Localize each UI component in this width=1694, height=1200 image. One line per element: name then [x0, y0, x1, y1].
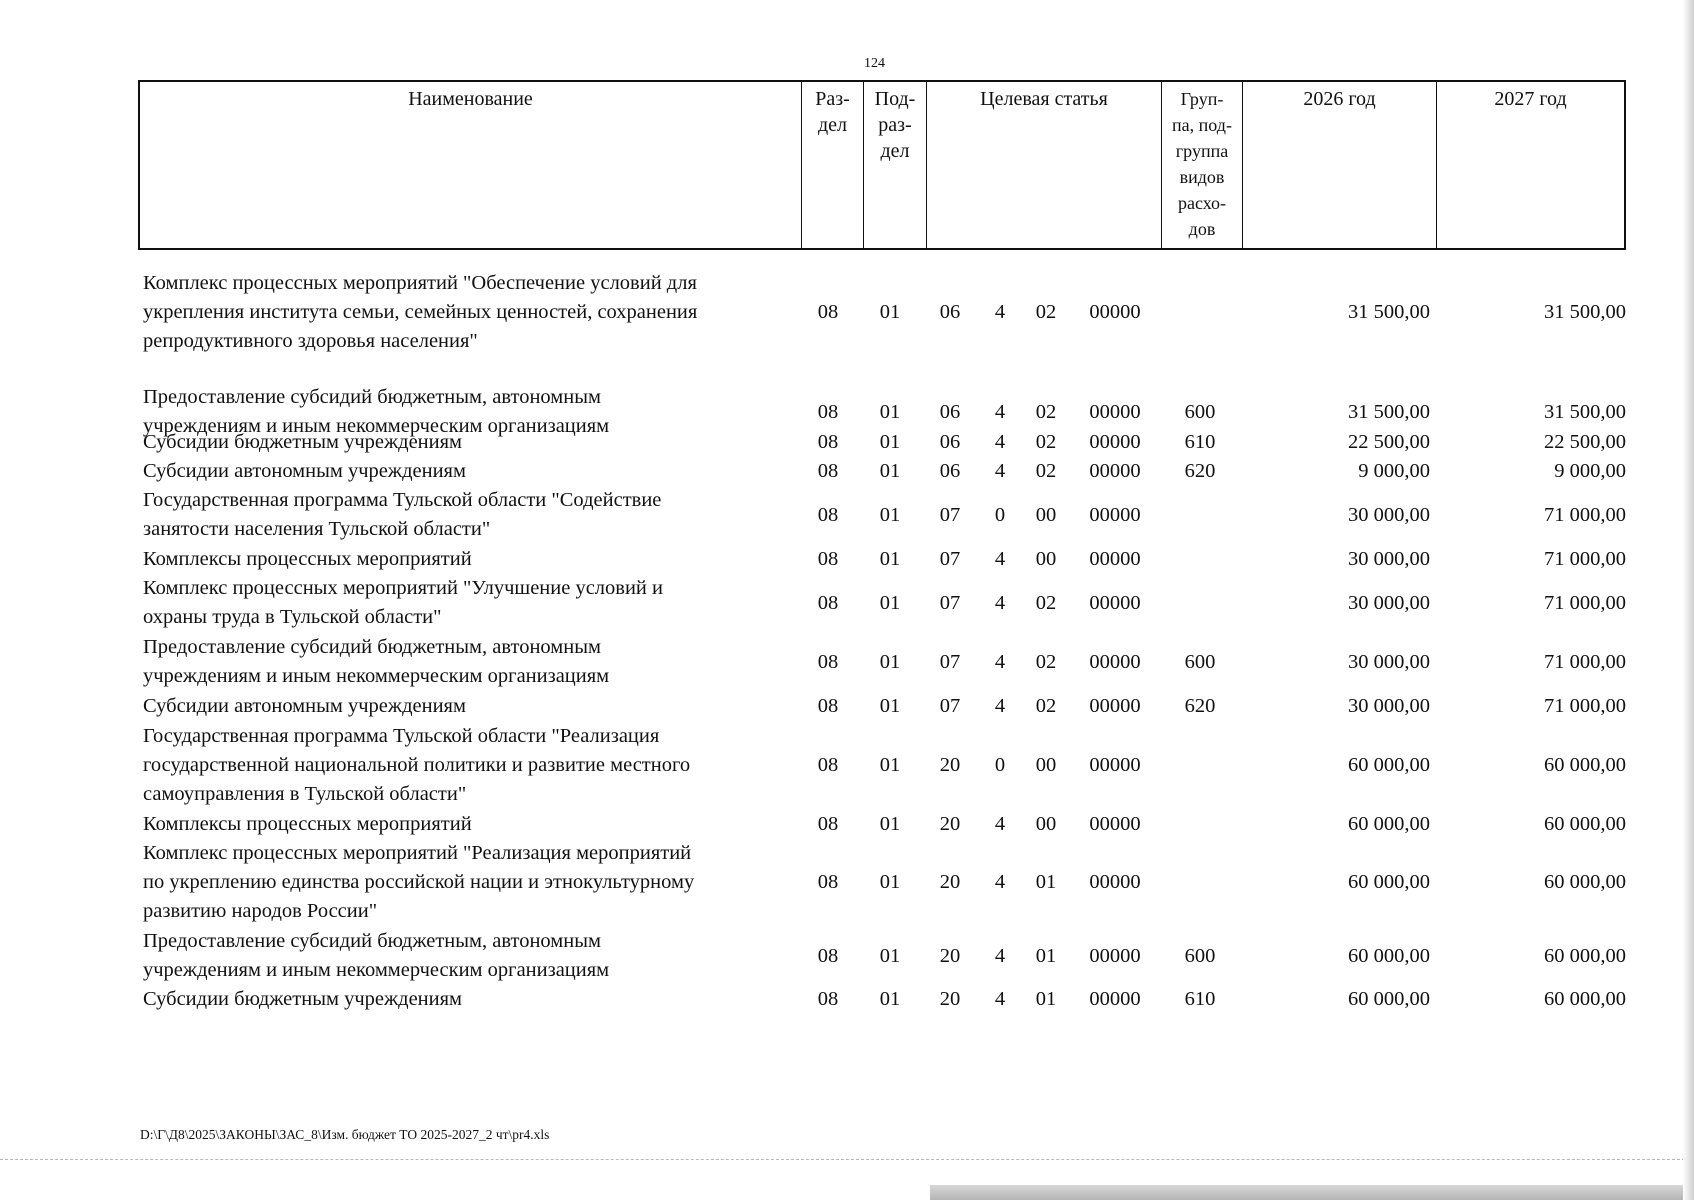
- cell-t1: 20: [939, 754, 961, 776]
- scan-shadow-right: [1683, 0, 1694, 1200]
- cell-t4: 00000: [1089, 754, 1141, 776]
- cell-t2: 4: [994, 695, 1006, 717]
- header-year-2027: 2027 год: [1494, 88, 1567, 110]
- table-header: [138, 80, 1626, 250]
- cell-y2027: 71 000,00: [1544, 650, 1626, 673]
- cell-rz: 08: [817, 944, 839, 967]
- cell-y2027: 60 000,00: [1544, 944, 1626, 967]
- cell-rz: 08: [817, 754, 839, 776]
- cell-y2026: 60 000,00: [1348, 944, 1430, 967]
- cell-y2027: 60 000,00: [1544, 871, 1626, 893]
- cell-t1: 06: [939, 400, 961, 423]
- header-razdel: Раз- дел: [802, 82, 864, 248]
- cell-t2: 4: [994, 591, 1006, 614]
- cell-rz: 08: [817, 548, 839, 570]
- cell-y2026: 9 000,00: [1358, 460, 1430, 482]
- cell-vr: 610: [1184, 431, 1216, 453]
- cell-y2026: 30 000,00: [1348, 650, 1430, 673]
- cell-t2: 4: [994, 301, 1006, 323]
- row-name: Субсидии бюджетным учреждениям: [143, 988, 463, 1010]
- row-name: Субсидии бюджетным учреждениям: [143, 431, 463, 453]
- page-number: 124: [864, 56, 885, 71]
- cell-rz: 08: [817, 460, 839, 482]
- cell-t1: 20: [939, 944, 961, 967]
- cell-t4: 00000: [1089, 400, 1141, 423]
- cell-t2: 4: [994, 548, 1006, 570]
- cell-pr: 01: [879, 503, 901, 526]
- cell-rz: 08: [817, 503, 839, 526]
- cell-t1: 07: [939, 503, 961, 526]
- cell-t3: 02: [1035, 400, 1057, 423]
- row-name: Комплекс процессных мероприятий "Реализация мероприятий по укреплению единства российской нации и этнокультурному развитию народов России": [143, 842, 695, 922]
- cell-t1: 07: [939, 591, 961, 614]
- row-name: Предоставление субсидий бюджетным, автономным учреждениям и иным некоммерческим организациям: [143, 386, 610, 437]
- row-name: Государственная программа Тульской области "Реализация государственной национальной политики и развитие местного самоуправления в Тульской области": [143, 725, 691, 805]
- cell-y2026: 31 500,00: [1348, 400, 1430, 423]
- cell-t4: 00000: [1089, 301, 1141, 323]
- table-row: [0, 633, 1694, 691]
- cell-y2027: 60 000,00: [1544, 813, 1626, 835]
- cell-rz: 08: [817, 591, 839, 614]
- cell-pr: 01: [879, 754, 901, 776]
- cell-vr: 600: [1184, 400, 1216, 423]
- cell-t3: 02: [1035, 460, 1057, 482]
- table-row: [0, 269, 1694, 356]
- cell-y2026: 30 000,00: [1348, 503, 1430, 526]
- cell-t4: 00000: [1089, 431, 1141, 453]
- cell-t3: 02: [1035, 301, 1057, 323]
- row-name: Комплексы процессных мероприятий: [143, 813, 472, 835]
- table-row: [0, 722, 1694, 809]
- cell-t2: 0: [994, 503, 1006, 526]
- row-name: Субсидии автономным учреждениям: [143, 695, 466, 717]
- cell-pr: 01: [879, 988, 901, 1010]
- cell-t2: 4: [994, 944, 1006, 967]
- cell-vr: 600: [1184, 650, 1216, 673]
- table-row: [0, 927, 1694, 985]
- cell-vr: 620: [1184, 695, 1216, 717]
- cell-y2026: 60 000,00: [1348, 871, 1430, 893]
- cell-t2: 4: [994, 871, 1006, 893]
- cell-y2026: 30 000,00: [1348, 591, 1430, 614]
- cell-y2027: 31 500,00: [1544, 400, 1626, 423]
- row-name: Комплекс процессных мероприятий "Улучшение условий и охраны труда в Тульской области": [143, 577, 663, 628]
- cell-vr: 600: [1184, 944, 1216, 967]
- cell-y2026: 30 000,00: [1348, 695, 1430, 717]
- cell-y2027: 60 000,00: [1544, 988, 1626, 1010]
- cell-y2026: 60 000,00: [1348, 988, 1430, 1010]
- cell-pr: 01: [879, 591, 901, 614]
- cell-t4: 00000: [1089, 460, 1141, 482]
- cell-t1: 07: [939, 650, 961, 673]
- table-row: [0, 810, 1694, 839]
- cell-t3: 02: [1035, 591, 1057, 614]
- table-row: [0, 985, 1694, 1014]
- cell-y2027: 71 000,00: [1544, 548, 1626, 570]
- cell-t2: 4: [994, 460, 1006, 482]
- cell-pr: 01: [879, 813, 901, 835]
- cell-pr: 01: [879, 460, 901, 482]
- cell-t2: 4: [994, 988, 1006, 1010]
- table-row: [0, 839, 1694, 926]
- cell-t3: 01: [1035, 871, 1057, 893]
- cell-t2: 4: [994, 650, 1006, 673]
- cell-t3: 01: [1035, 988, 1057, 1010]
- cell-t1: 06: [939, 301, 961, 323]
- scan-dashed-line: [0, 1159, 1690, 1160]
- cell-t4: 00000: [1089, 548, 1141, 570]
- cell-t1: 20: [939, 813, 961, 835]
- header-tselevaya-statya: Целевая статья: [927, 82, 1162, 248]
- cell-rz: 08: [817, 301, 839, 323]
- table-row: [0, 428, 1694, 457]
- row-name: Предоставление субсидий бюджетным, автономным учреждениям и иным некоммерческим организациям: [143, 930, 610, 981]
- cell-t4: 00000: [1089, 695, 1141, 717]
- cell-t2: 4: [994, 400, 1006, 423]
- cell-t1: 07: [939, 695, 961, 717]
- row-name: Комплекс процессных мероприятий "Обеспечение условий для укрепления института семьи, семейных ценностей, сохранения репродуктивного здоровья населения": [143, 272, 698, 352]
- footer-file-path: D:\Г\Д8\2025\ЗАКОНЫ\ЗАС_8\Изм. бюджет ТО 2025-2027_2 чт\pr4.xls: [140, 1127, 550, 1142]
- table-row: [0, 545, 1694, 574]
- header-name: Наименование: [140, 82, 802, 248]
- cell-rz: 08: [817, 650, 839, 673]
- row-name: Комплексы процессных мероприятий: [143, 548, 472, 570]
- cell-t3: 02: [1035, 695, 1057, 717]
- cell-y2026: 31 500,00: [1348, 301, 1430, 323]
- cell-t3: 02: [1035, 650, 1057, 673]
- cell-y2027: 22 500,00: [1544, 431, 1626, 453]
- table-row: [0, 692, 1694, 721]
- cell-t3: 02: [1035, 431, 1057, 453]
- cell-t2: 4: [994, 813, 1006, 835]
- cell-pr: 01: [879, 301, 901, 323]
- header-podrazdel: Под- раз- дел: [864, 82, 927, 248]
- cell-y2027: 60 000,00: [1544, 754, 1626, 776]
- cell-y2027: 71 000,00: [1544, 695, 1626, 717]
- row-name: Государственная программа Тульской области "Содействие занятости населения Тульской области": [143, 489, 662, 540]
- cell-pr: 01: [879, 431, 901, 453]
- scan-shadow-bottom: [930, 1185, 1694, 1200]
- cell-t3: 00: [1035, 813, 1057, 835]
- table-row: [0, 574, 1694, 632]
- cell-t2: 0: [994, 754, 1006, 776]
- header-year-2026: 2026 год: [1243, 82, 1437, 248]
- cell-y2027: 31 500,00: [1544, 301, 1626, 323]
- cell-y2026: 60 000,00: [1348, 754, 1430, 776]
- row-name: Предоставление субсидий бюджетным, автономным учреждениям и иным некоммерческим организациям: [143, 636, 610, 687]
- cell-t1: 20: [939, 988, 961, 1010]
- cell-pr: 01: [879, 944, 901, 967]
- cell-y2026: 30 000,00: [1348, 548, 1430, 570]
- cell-y2027: 71 000,00: [1544, 591, 1626, 614]
- cell-t4: 00000: [1089, 988, 1141, 1010]
- cell-t4: 00000: [1089, 871, 1141, 893]
- cell-y2027: 9 000,00: [1554, 460, 1626, 482]
- cell-t3: 00: [1035, 754, 1057, 776]
- cell-t3: 01: [1035, 944, 1057, 967]
- cell-y2026: 60 000,00: [1348, 813, 1430, 835]
- cell-rz: 08: [817, 871, 839, 893]
- cell-t1: 20: [939, 871, 961, 893]
- cell-rz: 08: [817, 400, 839, 423]
- cell-pr: 01: [879, 400, 901, 423]
- cell-vr: 610: [1184, 988, 1216, 1010]
- cell-rz: 08: [817, 988, 839, 1010]
- cell-t4: 00000: [1089, 944, 1141, 967]
- cell-t4: 00000: [1089, 591, 1141, 614]
- cell-y2026: 22 500,00: [1348, 431, 1430, 453]
- cell-t4: 00000: [1089, 813, 1141, 835]
- cell-pr: 01: [879, 695, 901, 717]
- table-row: [0, 457, 1694, 486]
- cell-t1: 07: [939, 548, 961, 570]
- cell-t4: 00000: [1089, 650, 1141, 673]
- cell-pr: 01: [879, 548, 901, 570]
- cell-t4: 00000: [1089, 503, 1141, 526]
- table-row: [0, 486, 1694, 544]
- cell-y2027: 71 000,00: [1544, 503, 1626, 526]
- header-gruppa-vidov-rashodov: Груп- па, под- группа видов расхо- дов: [1162, 82, 1243, 248]
- cell-vr: 620: [1184, 460, 1216, 482]
- cell-pr: 01: [879, 871, 901, 893]
- cell-rz: 08: [817, 695, 839, 717]
- cell-pr: 01: [879, 650, 901, 673]
- cell-t3: 00: [1035, 548, 1057, 570]
- cell-t3: 00: [1035, 503, 1057, 526]
- cell-t1: 06: [939, 460, 961, 482]
- cell-rz: 08: [817, 813, 839, 835]
- cell-t1: 06: [939, 431, 961, 453]
- cell-rz: 08: [817, 431, 839, 453]
- cell-t2: 4: [994, 431, 1006, 453]
- row-name: Субсидии автономным учреждениям: [143, 460, 466, 482]
